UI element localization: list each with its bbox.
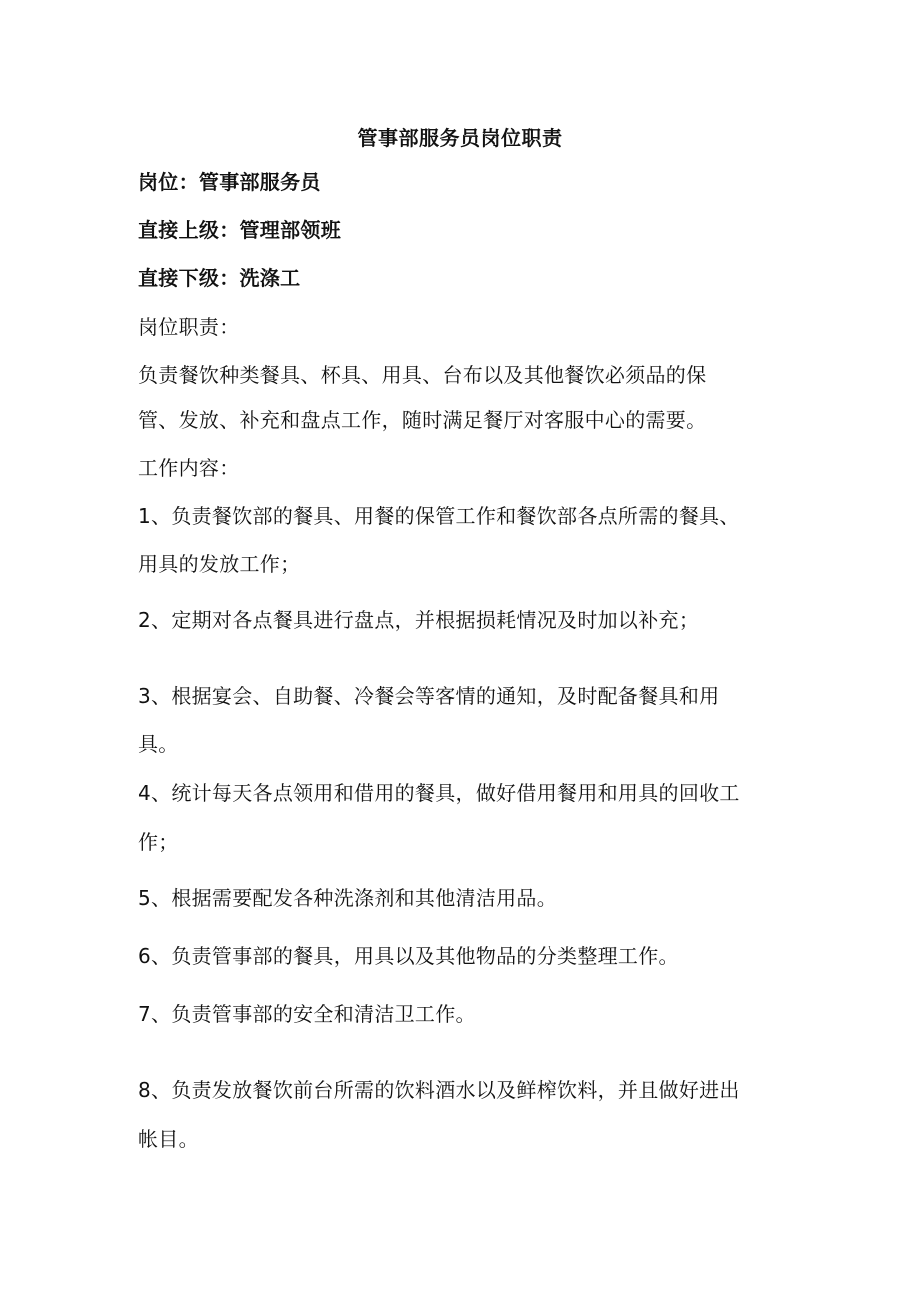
work-item-7: 7、负责管事部的安全和清洁卫工作。 [138, 1002, 476, 1026]
work-item-8-line-2: 帐目。 [138, 1127, 199, 1151]
work-item-5: 5、根据需要配发各种洗涤剂和其他清洁用品。 [138, 886, 558, 910]
duties-text-line-1: 负责餐饮种类餐具、杯具、用具、台布以及其他餐饮必须品的保 [138, 363, 707, 387]
work-item-3-line-2: 具。 [138, 732, 179, 756]
document-title: 管事部服务员岗位职责 [357, 126, 563, 150]
work-item-4-line-1: 4、统计每天各点领用和借用的餐具，做好借用餐用和用具的回收工 [138, 781, 740, 805]
duties-text-line-2: 管、发放、补充和盘点工作，随时满足餐厅对客服中心的需要。 [138, 408, 707, 432]
work-item-2: 2、定期对各点餐具进行盘点，并根据损耗情况及时加以补充； [138, 608, 700, 632]
work-item-4-line-2: 作； [138, 830, 179, 854]
work-item-6: 6、负责管事部的餐具，用具以及其他物品的分类整理工作。 [138, 944, 679, 968]
work-item-1-line-2: 用具的发放工作； [138, 552, 301, 576]
work-item-3-line-1: 3、根据宴会、自助餐、冷餐会等客情的通知，及时配备餐具和用 [138, 684, 720, 708]
work-item-1-line-1: 1、负责餐饮部的餐具、用餐的保管工作和餐饮部各点所需的餐具、 [138, 504, 740, 528]
work-item-8-line-1: 8、负责发放餐饮前台所需的饮料酒水以及鲜榨饮料，并且做好进出 [138, 1078, 740, 1102]
supervisor-field: 直接上级：管理部领班 [138, 218, 341, 242]
subordinate-field: 直接下级：洗涤工 [138, 266, 301, 290]
position-field: 岗位：管事部服务员 [138, 170, 321, 194]
duties-heading: 岗位职责： [138, 315, 240, 339]
work-heading: 工作内容： [138, 456, 240, 480]
